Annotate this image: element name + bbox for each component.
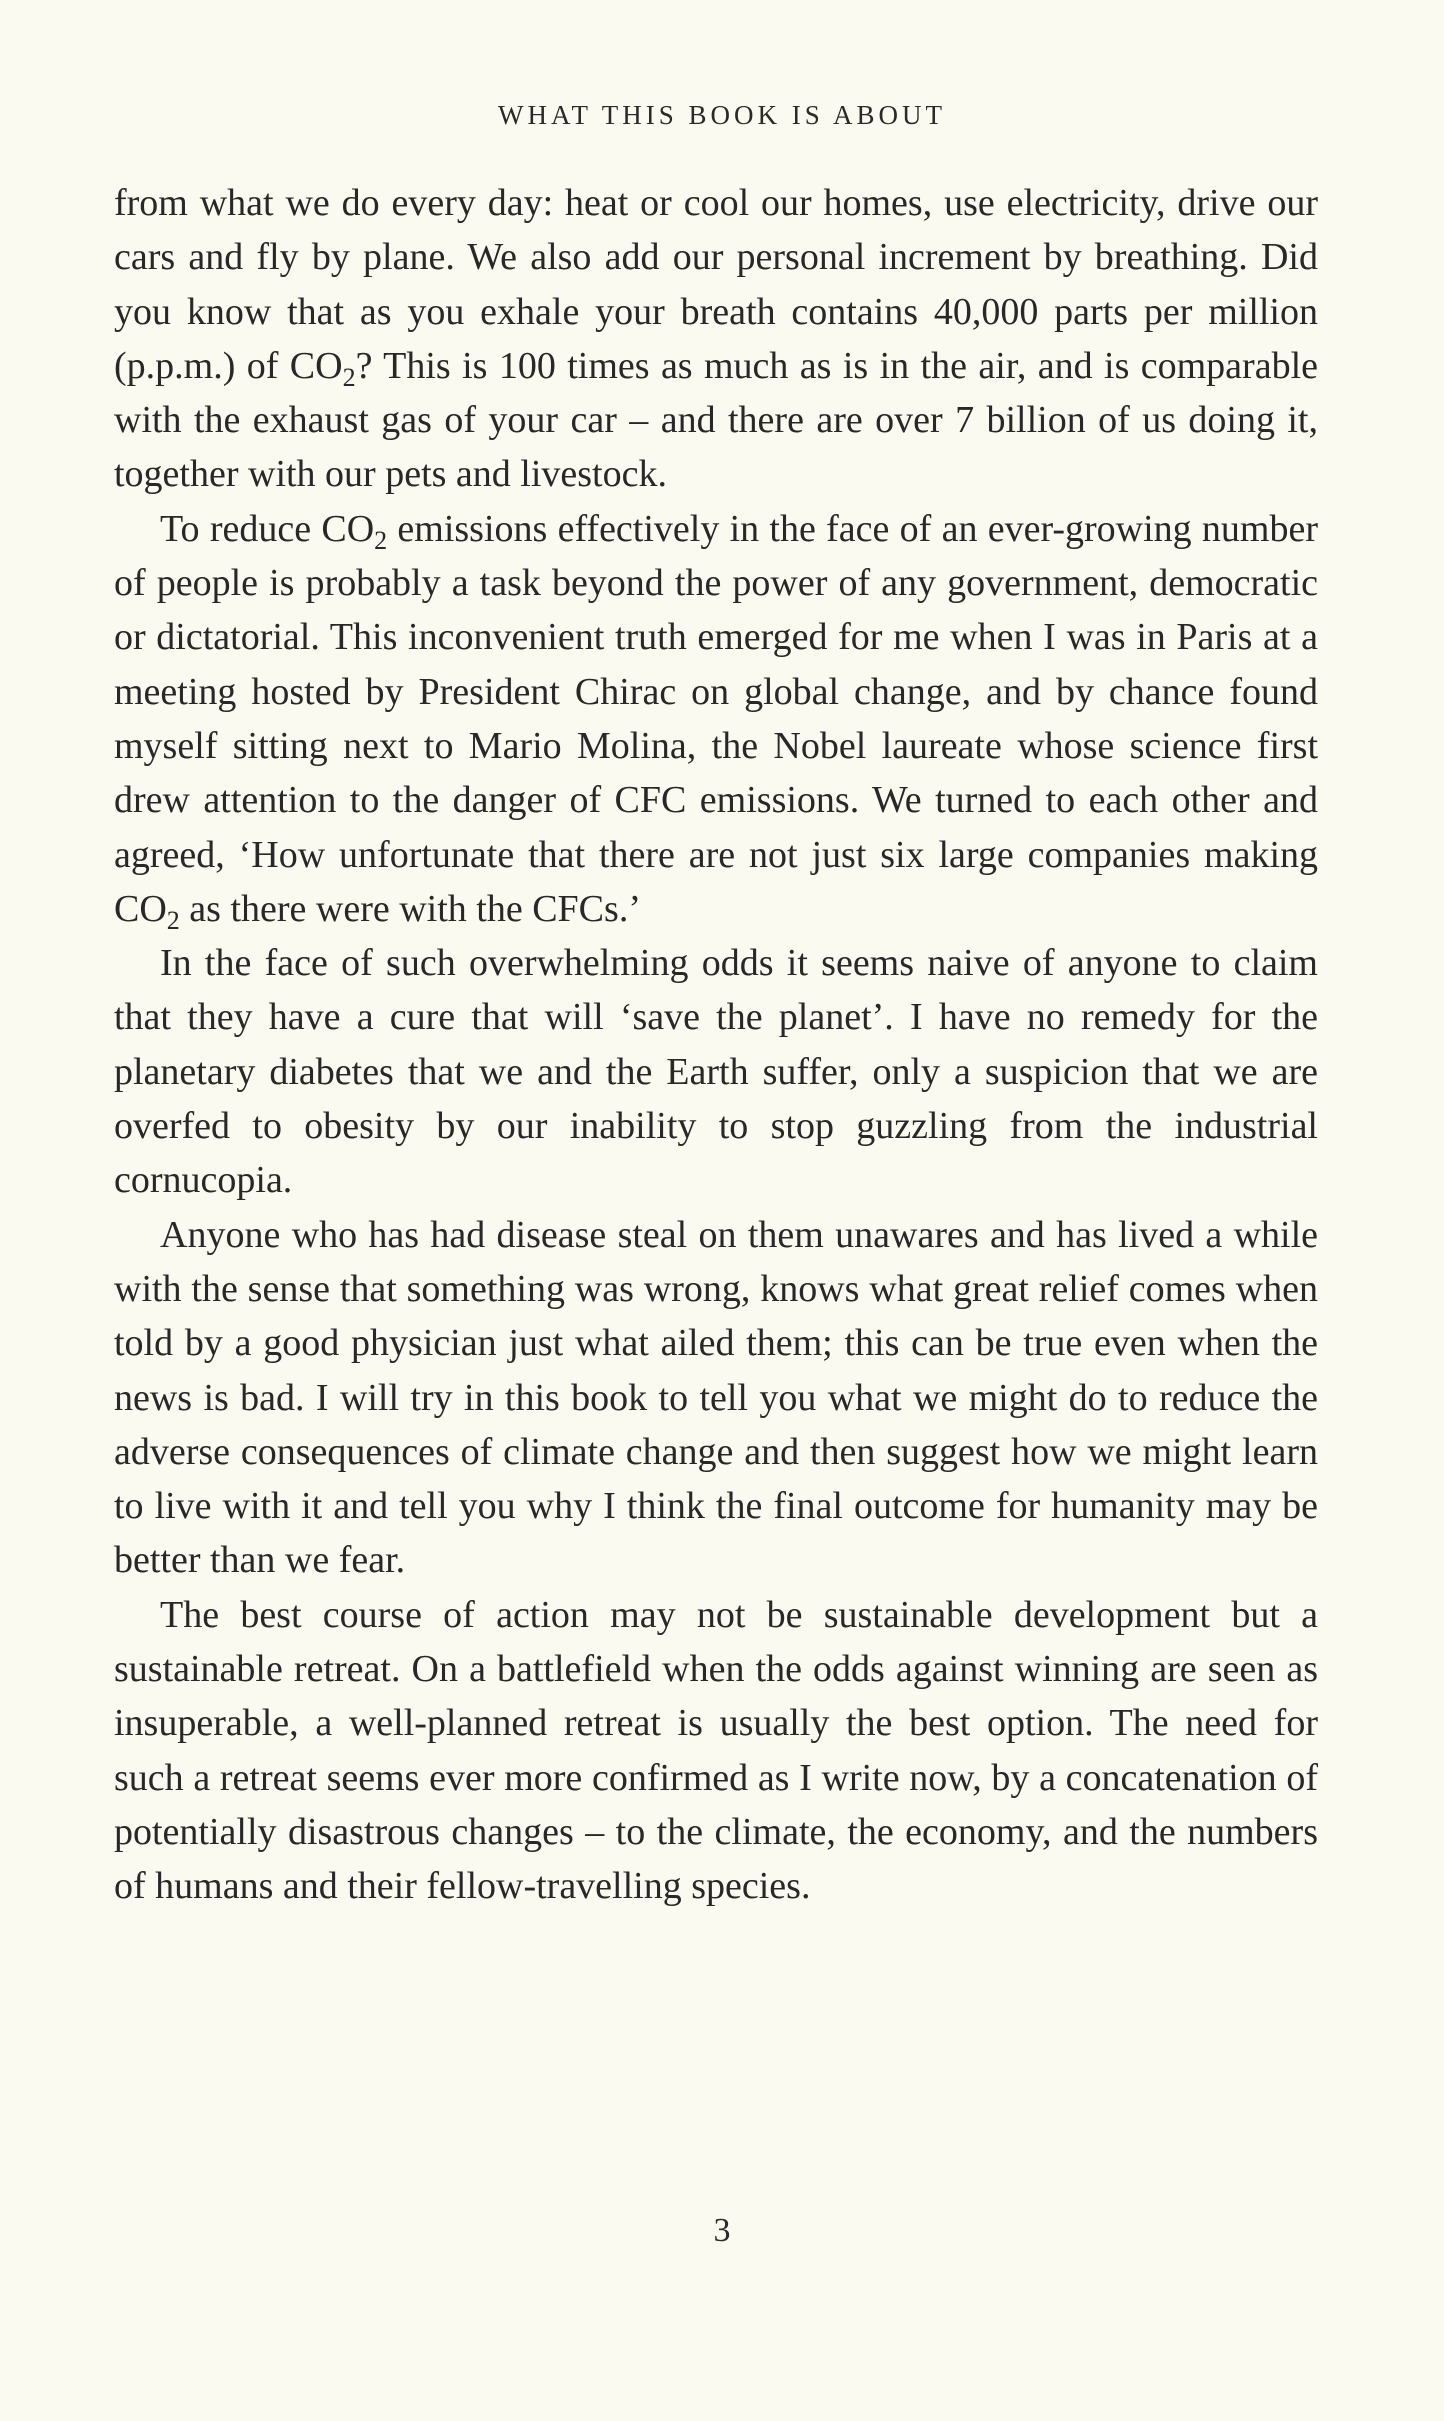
subscript-2: 2: [166, 905, 180, 935]
paragraph-1: [114, 176, 1318, 502]
running-header: WHAT THIS BOOK IS ABOUT: [497, 100, 947, 130]
paragraph-2-text-c: as there were with the CFCs.’: [179, 887, 641, 930]
paragraph-1-text-a: from what we do every day: heat or cool our homes, use electricity, drive our cars and fly by plane. We also add our personal increment by breathing. Did you know that as you exhale your breath contains 40,000 parts per million (p.p.m.) of CO: [114, 182, 1318, 387]
paragraph-2-text-b: emissions effectively in the face of an ever-growing number of people is probably a task beyond the power of any government, democratic or dictatorial. This inconvenient truth emerged for me when I was in Paris at a meeting hosted by President Chirac on global change, and by chance found myself sitting next to Mario Molina, the Nobel laureate whose science first drew attention to the danger of CFC emissions. We turned to each other and agreed, ‘How unfortunate that there are not just six large companies making CO: [114, 507, 1318, 930]
page-number: 3: [713, 2212, 731, 2249]
subscript-2: 2: [342, 362, 356, 392]
paragraph-1-text-b: ? This is 100 times as much as is in the air, and is comparable with the exhaust gas of your car – and there are over 7 billion of us doing it, together with our pets and livestock.: [114, 344, 1318, 496]
paragraph-5: The best course of action may not be sustainable development but a sustainable retreat. On a battlefield when the odds against winning are seen as insuperable, a well-planned retreat is usually the best option. The need for such a retreat seems ever more confirmed as I write now, by a concatenation of potentially disastrous changes – to the climate, the economy, and the numbers of humans and their fellow-travelling species.: [114, 1593, 1318, 1908]
paragraph-2: [114, 502, 1318, 936]
paragraph-4: Anyone who has had disease steal on them unawares and has lived a while with the sense that something was wrong, knows what great relief comes when told by a good physician just what ailed them; this can be true even when the news is bad. I will try in this book to tell you what we might do to reduce the adverse consequences of climate change and then suggest how we might learn to live with it and tell you why I think the final outcome for humanity may be better than we fear.: [114, 1213, 1318, 1582]
paragraph-2-text-a: To reduce CO: [160, 507, 375, 550]
paragraph-3: In the face of such overwhelming odds it seems naive of anyone to claim that they have a cure that will ‘save the planet’. I have no remedy for the planetary diabetes that we and the Earth suffer, only a suspicion that we are overfed to obesity by our inability to stop guzzling from the industrial cornucopia.: [114, 942, 1318, 1202]
subscript-2: 2: [374, 525, 388, 555]
body-text: [114, 176, 1318, 1914]
